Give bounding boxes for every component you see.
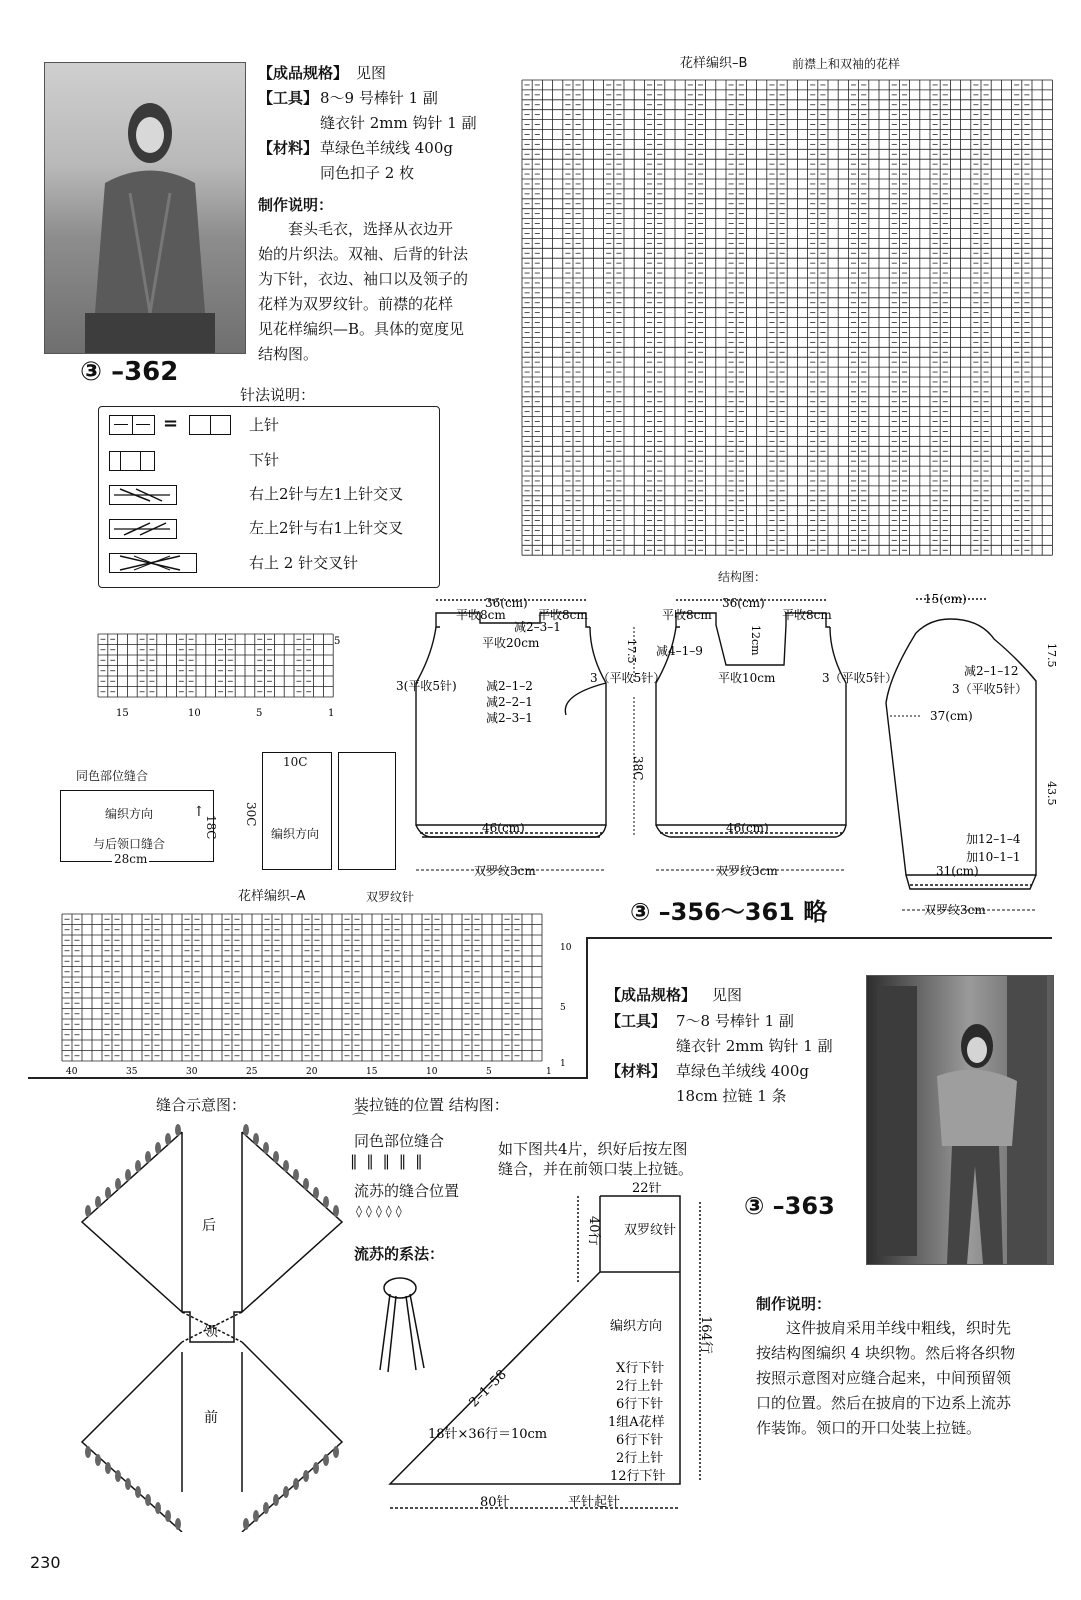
collar-width: 28cm xyxy=(114,852,148,866)
spec-label: 【成品规格】 xyxy=(258,64,349,82)
sleeve-height-top: 17.5 xyxy=(1045,643,1058,668)
instruction-line: 始的片织法。双袖、后背的针法 xyxy=(258,245,469,263)
strip-height: 30C xyxy=(244,802,258,827)
same-color-seam-label: 同色部位缝合 xyxy=(354,1132,445,1150)
tassel-mark xyxy=(135,1160,141,1172)
tools-value-2: 缝衣针 2mm 钩针 1 副 xyxy=(320,114,477,132)
left-cross-icon xyxy=(109,519,177,539)
piece-cast: 平针起针 xyxy=(568,1495,621,1510)
piece-direction: 编织方向 xyxy=(610,1319,663,1334)
material-value-2: 18cm 拉链 1 条 xyxy=(676,1087,787,1105)
tassel-mark xyxy=(165,1133,171,1145)
collar-strip-left xyxy=(262,752,332,870)
tassel-mark xyxy=(333,1205,339,1217)
back-rib: 双罗纹3cm xyxy=(474,864,536,878)
tassel-mark xyxy=(293,1478,299,1490)
back-arm-right: 3（平收5针） xyxy=(590,671,666,685)
instruction-line: 口的位置。然后在披肩的下边系上流苏 xyxy=(756,1394,1012,1412)
chart-a-row-label: 10 xyxy=(560,943,572,953)
small-grid-col-label: 5 xyxy=(256,708,263,719)
structure-diagram xyxy=(390,585,1060,925)
material-label: 【材料】 xyxy=(606,1062,667,1080)
neck-label: 领 xyxy=(204,1324,218,1340)
sleeve-dec: 减2–1–12 xyxy=(964,664,1019,678)
tools-value: 8～9 号棒针 1 副 xyxy=(320,89,438,107)
model-figure xyxy=(867,976,1053,1264)
structure-title: 结构图： xyxy=(718,570,767,584)
section-divider xyxy=(586,937,588,1079)
legend-label: 右上2针与左1上针交叉 xyxy=(249,485,404,503)
back-neck-dec: 减2–3–1 xyxy=(514,620,561,634)
piece-row: 2行上针 xyxy=(616,1379,664,1394)
sleeve-inc-1: 加12–1–4 xyxy=(966,832,1021,846)
small-grid-col-label: 15 xyxy=(116,708,129,719)
piece-length: 164行 xyxy=(698,1316,713,1354)
front-top-width: 36(cm) xyxy=(722,596,765,610)
back-neck-bind: 平收20cm xyxy=(482,636,540,650)
tassel-mark xyxy=(165,1510,171,1522)
chart-b-grid xyxy=(520,78,1057,560)
back-width: 46(cm) xyxy=(482,821,525,835)
back-right-bind: 平收8cm xyxy=(538,608,588,622)
page-number: 230 xyxy=(30,1553,61,1572)
spec-label: 【成品规格】 xyxy=(606,986,697,1004)
knit-symbol-icon xyxy=(109,451,155,471)
front-right-bind: 平收8cm xyxy=(782,608,832,622)
sleeve-height-body: 43.5 xyxy=(1045,781,1058,806)
spec-value: 见图 xyxy=(712,986,743,1004)
chart-a-col-label: 15 xyxy=(366,1067,378,1077)
small-grid-col-label: 1 xyxy=(328,708,335,719)
legend-label: 左上2针与右1上针交叉 xyxy=(249,519,404,537)
seam-diagram xyxy=(60,1112,370,1532)
chart-a-col-label: 25 xyxy=(246,1067,258,1077)
front-neck-depth: 12cm xyxy=(749,625,762,656)
tassel-mark xyxy=(303,1178,309,1190)
back-height-top: 17.5 xyxy=(625,639,638,664)
tassel-marks-icon: ◊◊◊◊◊ xyxy=(356,1204,406,1218)
collar-seam-note: 与后领口缝合 xyxy=(93,837,166,851)
tassel-mark xyxy=(175,1518,181,1530)
small-chart-grid xyxy=(96,632,351,722)
instruction-line: 按照示意图对应缝合起来，中间预留领 xyxy=(756,1369,1012,1387)
legend-label: 上针 xyxy=(249,416,280,434)
material-label: 【材料】 xyxy=(258,139,319,157)
piece-gauge: 18针×36行＝10cm xyxy=(428,1427,548,1442)
sleeve-arm-bind: 3（平收5针） xyxy=(952,682,1028,696)
tassel-mark xyxy=(125,1478,131,1490)
strip-width: 10C xyxy=(283,755,308,769)
chart-a-col-label: 35 xyxy=(126,1067,138,1077)
front-label: 前 xyxy=(204,1410,218,1426)
strip-direction: 编织方向 xyxy=(271,827,320,841)
seam-diagram-title: 缝合示意图： xyxy=(156,1096,247,1114)
collar-direction: 编织方向 xyxy=(105,807,154,821)
piece-row: 12行下针 xyxy=(610,1469,666,1484)
instruction-line: 按结构图编织 4 块织物。然后将各织物 xyxy=(756,1344,1016,1362)
tassel-mark xyxy=(263,1502,269,1514)
instruction-line: 结构图。 xyxy=(258,345,319,363)
legend-label: 右上 2 针交叉针 xyxy=(249,554,359,572)
tassel-mark xyxy=(273,1151,279,1163)
piece-row: 1组A花样 xyxy=(608,1415,665,1430)
tassel-mark xyxy=(323,1196,329,1208)
tassel-mark xyxy=(253,1133,259,1145)
legend-label: 下针 xyxy=(249,451,280,469)
sleeve-top-width: 15(cm) xyxy=(924,592,967,606)
collar-strip-right xyxy=(338,752,396,870)
collar-seam-title: 同色部位缝合 xyxy=(76,769,149,783)
back-dec-2: 减2–2–1 xyxy=(486,695,533,709)
front-arm-right: 3（平收5针） xyxy=(822,671,898,685)
instruction-line: 见花样编织—B。具体的宽度见 xyxy=(258,320,465,338)
tassel-mark xyxy=(85,1205,91,1217)
instruction-line: 为下针，衣边、袖口以及领子的 xyxy=(258,270,469,288)
front-width: 46(cm) xyxy=(726,821,769,835)
zipper-icon: ⌒ xyxy=(352,1113,366,1129)
back-dec-3: 减2–3–1 xyxy=(486,711,533,725)
stitch-legend xyxy=(98,406,440,588)
chart-a-col-label: 40 xyxy=(66,1067,78,1077)
tassel-mark xyxy=(313,1462,319,1474)
tassel-mark xyxy=(135,1486,141,1498)
tassel-mark xyxy=(263,1142,269,1154)
tassel-mark xyxy=(293,1169,299,1181)
front-left-bind: 平收8cm xyxy=(662,608,712,622)
front-neck-dec: 减4–1–9 xyxy=(656,644,703,658)
tools-label: 【工具】 xyxy=(606,1012,667,1030)
tassel-mark xyxy=(323,1454,329,1466)
material-value: 草绿色羊绒线 400g xyxy=(320,139,454,157)
pattern-id-363: ③ –363 xyxy=(744,1192,835,1220)
piece-top-height: 40行 xyxy=(586,1216,601,1246)
small-grid-col-label: 10 xyxy=(188,708,201,719)
front-rib: 双罗纹3cm xyxy=(716,864,778,878)
pattern-id-362: ③ –362 xyxy=(80,357,179,387)
instruction-line: 作装饰。领口的开口处装上拉链。 xyxy=(756,1419,982,1437)
tassel-mark xyxy=(273,1494,279,1506)
piece-note-2: 缝合，并在前领口装上拉链。 xyxy=(498,1160,694,1178)
piece-note: 如下图共4片，织好后按左图 xyxy=(498,1140,688,1158)
tassel-mark xyxy=(85,1446,91,1458)
chart-a-col-label: 30 xyxy=(186,1067,198,1077)
omitted-patterns: ③ –356～361 略 xyxy=(630,898,828,926)
tools-label: 【工具】 xyxy=(258,89,319,107)
tassel-mark xyxy=(115,1178,121,1190)
shawl-photo xyxy=(866,975,1054,1265)
equals-sign: = xyxy=(163,413,179,434)
chart-a-subtitle: 双罗纹针 xyxy=(366,890,415,904)
shawl-piece-diagram xyxy=(380,1182,730,1522)
purl-box-icon xyxy=(189,415,231,435)
tassel-mark xyxy=(105,1187,111,1199)
back-arm-bind: 3(平收5针) xyxy=(396,679,457,693)
piece-top: 22针 xyxy=(632,1182,662,1196)
sleeve-cuff: 31(cm) xyxy=(936,864,979,878)
piece-slope: 2–1–58 xyxy=(466,1367,510,1411)
back-top-width: 36(cm) xyxy=(485,596,528,610)
section-divider xyxy=(28,1077,588,1079)
tassel-mark xyxy=(333,1446,339,1458)
instructions-title: 制作说明： xyxy=(258,196,334,214)
small-grid-row-label: 5 xyxy=(334,636,341,647)
chart-a-title: 花样编织–A xyxy=(238,889,306,904)
piece-row: 6行下针 xyxy=(616,1433,664,1448)
piece-row: 2行上针 xyxy=(616,1451,664,1466)
legend-title: 针法说明： xyxy=(240,386,316,404)
seam-marks-icon: ‖ ‖ ‖ ‖ ‖ xyxy=(350,1152,425,1170)
tools-value-2: 缝衣针 2mm 钩针 1 副 xyxy=(676,1037,833,1055)
back-height-body: 38C xyxy=(631,756,645,781)
tassel-position-label: 流苏的缝合位置 xyxy=(354,1182,460,1200)
instructions-body xyxy=(756,1316,1015,1441)
tassel-mark xyxy=(313,1187,319,1199)
sleeve-width: 37(cm) xyxy=(930,709,973,723)
tassel-mark xyxy=(155,1502,161,1514)
chart-b-subtitle: 前襟上和双袖的花样 xyxy=(792,57,901,71)
material-value: 草绿色羊绒线 400g xyxy=(676,1062,810,1080)
tassel-mark xyxy=(303,1470,309,1482)
purl-symbol-icon xyxy=(109,415,155,435)
tassel-mark xyxy=(175,1124,181,1136)
back-dec-1: 减2–1–2 xyxy=(486,679,533,693)
chart-a-col-label: 20 xyxy=(306,1067,318,1077)
tassel-mark xyxy=(283,1160,289,1172)
tassel-mark xyxy=(253,1510,259,1522)
model-figure xyxy=(45,63,245,353)
tassel-mark xyxy=(95,1196,101,1208)
arrow-up-icon: ↑ xyxy=(193,804,205,820)
chart-a-row-label: 5 xyxy=(560,1003,566,1013)
tassel-mark xyxy=(155,1142,161,1154)
tassel-mark xyxy=(125,1169,131,1181)
sleeve-rib: 双罗纹3cm xyxy=(924,903,986,917)
piece-row: X行下针 xyxy=(616,1361,665,1376)
tassel-tie-label: 流苏的系法： xyxy=(354,1245,445,1263)
tassel-mark xyxy=(243,1518,249,1530)
collar-height: 18C xyxy=(204,815,218,840)
tassel-mark xyxy=(95,1454,101,1466)
piece-row: 6行下针 xyxy=(616,1397,664,1412)
instructions-title: 制作说明： xyxy=(756,1295,832,1313)
sleeve-inc-2: 加10–1–1 xyxy=(966,850,1021,864)
chart-a-row-label: 1 xyxy=(560,1059,566,1069)
tassel-mark xyxy=(145,1151,151,1163)
chart-b-title: 花样编织–B xyxy=(680,56,748,71)
back-label: 后 xyxy=(202,1218,216,1234)
tassel-mark xyxy=(115,1470,121,1482)
chart-a-col-label: 10 xyxy=(426,1067,438,1077)
section-divider xyxy=(586,937,1052,939)
zip-legend-title: 装拉链的位置 结构图： xyxy=(354,1096,509,1114)
instructions-body xyxy=(258,217,468,367)
tassel-mark xyxy=(105,1462,111,1474)
cable-cross-icon xyxy=(109,553,197,573)
piece-rib: 双罗纹针 xyxy=(624,1223,677,1238)
chart-a-col-label: 5 xyxy=(486,1067,492,1077)
back-left-bind: 平收8cm xyxy=(456,608,506,622)
chart-a-col-label: 1 xyxy=(546,1067,552,1077)
tassel-mark xyxy=(145,1494,151,1506)
sweater-photo xyxy=(44,62,246,354)
piece-bottom: 80针 xyxy=(480,1495,510,1510)
tools-value: 7～8 号棒针 1 副 xyxy=(676,1012,794,1030)
chart-a-grid xyxy=(60,912,580,1077)
right-cross-icon xyxy=(109,485,177,505)
instruction-line: 这件披肩采用羊线中粗线，织时先 xyxy=(786,1319,1012,1337)
front-neck-bind: 平收10cm xyxy=(718,671,776,685)
instruction-line: 花样为双罗纹针。前襟的花样 xyxy=(258,295,454,313)
material-value-2: 同色扣子 2 枚 xyxy=(320,164,415,182)
instruction-line: 套头毛衣，选择从衣边开 xyxy=(288,220,454,238)
tassel-mark xyxy=(243,1124,249,1136)
spec-value: 见图 xyxy=(356,64,387,82)
tassel-mark xyxy=(283,1486,289,1498)
